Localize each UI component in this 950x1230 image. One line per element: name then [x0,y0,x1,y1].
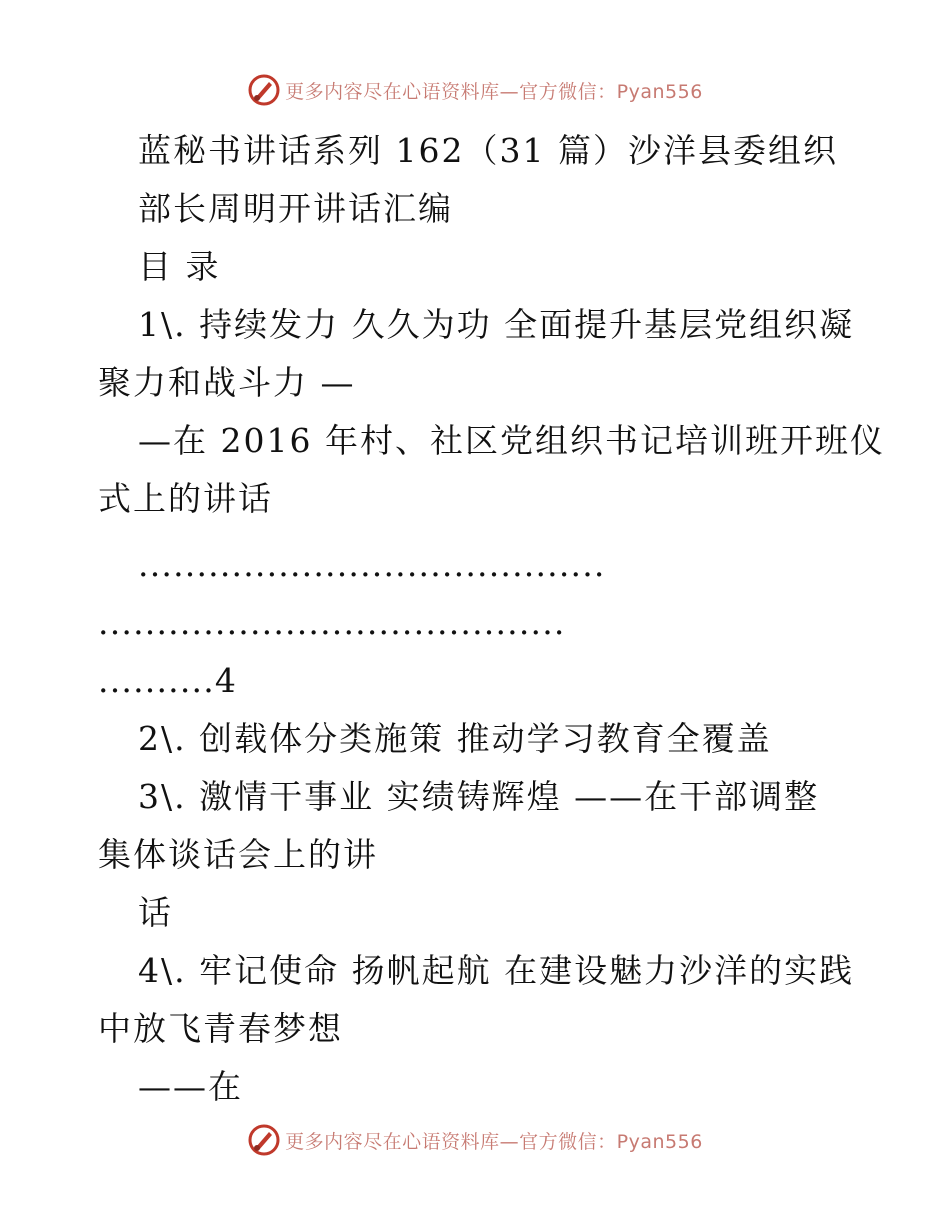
toc-entry-3-line-3: 话 [138,893,173,932]
document-body [98,122,885,1116]
toc-heading: 目 录 [138,247,221,286]
watermark-header [0,70,950,110]
watermark-footer [0,1120,950,1160]
watermark-text: 更多内容尽在心语资料库—官方微信：Pyan556 [285,1130,703,1153]
toc-entry-1-line-2: 聚力和战斗力 — [98,363,356,402]
toc-entry-3-line-1: 3\. 激情干事业 实绩铸辉煌 ——在干部调整 [138,777,820,816]
toc-entry-4-line-2: 中放飞青春梦想 [98,1009,343,1048]
toc-entry-2[interactable] [98,710,858,768]
toc-entry-4[interactable] [98,942,858,1116]
toc-entry-4-line-3: ——在 [138,1067,243,1106]
pen-seal-icon [247,73,281,107]
pen-seal-icon [247,1123,281,1157]
document-title-line-2: 部长周明开讲话汇编 [138,189,453,228]
watermark-text: 更多内容尽在心语资料库—官方微信：Pyan556 [285,80,703,103]
toc-entry-3[interactable] [98,768,858,942]
toc-entry-4-line-1: 4\. 牢记使命 扬帆起航 在建设魅力沙洋的实践 [138,951,855,990]
toc-entry-1-leader-row [98,652,858,710]
toc-entry-1[interactable] [98,296,885,710]
document-title-line-1: 蓝秘书讲话系列 162（31 篇）沙洋县委组织 [138,131,838,170]
toc-entry-1-page-number: 4 [214,661,238,700]
toc-entry-1-line-4: 式上的讲话 [98,479,273,518]
toc-entry-1-leader-dots-1: ........................................ [138,545,606,584]
toc-entry-1-line-3: —在 2016 年村、社区党组织书记培训班开班仪 [138,421,885,460]
toc-entry-1-leader-dots-3: .......... [98,661,215,700]
toc-entry-1-line-1: 1\. 持续发力 久久为功 全面提升基层党组织凝 [138,305,855,344]
toc-entry-2-line-1: 2\. 创载体分类施策 推动学习教育全覆盖 [138,719,772,758]
toc-entry-1-leader-dots-2: ........................................ [98,603,566,642]
toc-entry-3-line-2: 集体谈话会上的讲 [98,835,378,874]
